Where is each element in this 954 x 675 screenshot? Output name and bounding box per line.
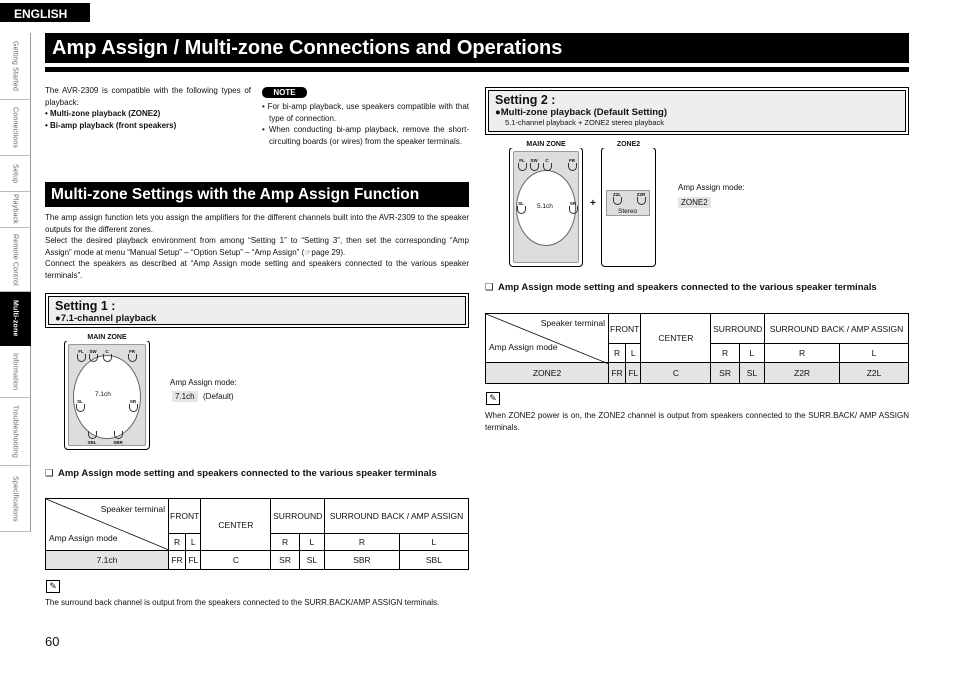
speaker-c: C — [540, 158, 554, 172]
header-center: CENTER — [641, 314, 711, 363]
intro-text: The AVR-2309 is compatible with the following types of playback: — [45, 86, 251, 107]
setting2-mode-label: Amp Assign mode: — [678, 183, 745, 192]
cell: FR — [609, 363, 626, 384]
speaker-fl: FL — [515, 158, 529, 172]
sub-r: R — [169, 534, 186, 551]
cell: SBR — [325, 551, 400, 570]
corner-top-label: Speaker terminal — [100, 504, 165, 514]
header-surround-back: SURROUND BACK / AMP ASSIGN — [765, 314, 909, 344]
setting2-memo: When ZONE2 power is on, the ZONE2 channel is output from speakers connected to the SURR.BACK/ AMP ASSIGN terminals. — [485, 411, 909, 432]
section-paragraph: Connect the speakers as described at “Amp Assign mode setting and speakers connected to the various speaker terminals”. — [45, 259, 469, 280]
header-surround: SURROUND — [271, 499, 325, 534]
checkbox-bullet-icon: ❑ — [45, 468, 54, 479]
cell: FR — [169, 551, 186, 570]
section-body — [45, 212, 469, 281]
setting2-subtitle: ●Multi-zone playback (Default Setting) — [495, 107, 667, 118]
zone-label: MAIN ZONE — [510, 141, 582, 148]
setting1-mode-note: (Default) — [203, 392, 234, 401]
setting1-subtitle: ●7.1-channel playback — [55, 313, 157, 324]
row-label: 7.1ch — [46, 551, 169, 570]
corner-bottom-label: Amp Assign mode — [49, 533, 118, 543]
speaker-sr: SR — [566, 201, 580, 215]
intro-item-multizone: • Multi-zone playback (ZONE2) — [45, 109, 161, 118]
speaker-sw: SW — [86, 349, 100, 363]
channel-label: 7.1ch — [95, 391, 111, 398]
table-corner — [46, 499, 169, 551]
speaker-sl: SL — [514, 201, 528, 215]
side-tab-label: Information — [11, 352, 19, 391]
sub-r: R — [325, 534, 400, 551]
intro-item-biamp: • Bi-amp playback (front speakers) — [45, 120, 177, 130]
side-tab-label: Specifications — [11, 475, 19, 522]
zone2-mode: Stereo — [618, 208, 638, 215]
side-tab-getting-started[interactable] — [0, 33, 31, 100]
setting2-box — [485, 87, 909, 135]
setting2-zone2-diagram — [601, 141, 656, 267]
side-tab-specifications[interactable] — [0, 466, 31, 532]
speaker-sl: SL — [73, 399, 87, 413]
side-tab-remote-control[interactable] — [0, 228, 31, 292]
setting2-main-diagram — [509, 141, 583, 267]
side-tab-label: Troubleshooting — [11, 405, 19, 458]
header-surround: SURROUND — [711, 314, 765, 344]
note-list — [262, 101, 469, 147]
caption-text: Amp Assign mode setting and speakers connected to the various speaker terminals — [58, 468, 437, 479]
header-surround-back: SURROUND BACK / AMP ASSIGN — [325, 499, 469, 534]
pencil-icon: ✎ — [486, 392, 500, 405]
language-tab: ENGLISH — [0, 3, 90, 22]
speaker-sbl: SBL — [85, 431, 99, 445]
header-front: FRONT — [169, 499, 201, 534]
setting1-diagram — [64, 334, 150, 450]
section-title: Multi-zone Settings with the Amp Assign Function — [45, 182, 469, 207]
sub-r: R — [765, 344, 840, 363]
sub-l: L — [840, 344, 909, 363]
sub-r: R — [711, 344, 739, 363]
section-paragraph: Select the desired playback environment from among “Setting 1” to “Setting 3”, then set the corresponding “Amp Assign” mode at menu “Manual Setup” – “Option Setup” – “Amp Assign” (☞page 29). — [45, 236, 469, 257]
note-badge: NOTE — [262, 87, 307, 98]
setting2-caption — [485, 281, 909, 294]
title-rule — [45, 67, 909, 72]
table-row — [46, 551, 469, 570]
header-center: CENTER — [201, 499, 271, 551]
cell: C — [641, 363, 711, 384]
cell: FL — [186, 551, 201, 570]
speaker-c: C — [100, 349, 114, 363]
speaker-fl: FL — [74, 349, 88, 363]
side-tab-connections[interactable] — [0, 100, 31, 156]
side-tab-label: Connections — [11, 106, 19, 149]
pencil-icon: ✎ — [46, 580, 60, 593]
setting2-table — [485, 313, 909, 384]
note-item: • When conducting bi-amp playback, remove the short-circuiting boards (or wires) from the speaker terminals. — [262, 125, 469, 146]
speaker-sr: SR — [126, 399, 140, 413]
side-tab-label: Getting Started — [11, 40, 19, 92]
speaker-z2r: Z2R — [634, 192, 648, 206]
setting1-mode-value: 7.1ch — [172, 391, 198, 402]
cell: C — [201, 551, 271, 570]
table-corner — [486, 314, 609, 363]
setting1-memo: The surround back channel is output from the speakers connected to the SURR.BACK/AMP ASSIGN terminals. — [45, 598, 440, 607]
cell: SR — [271, 551, 299, 570]
side-tab-troubleshooting[interactable] — [0, 398, 31, 466]
zone2-label: ZONE2 — [602, 141, 655, 148]
speaker-sbr: SBR — [111, 431, 125, 445]
side-tab-information[interactable] — [0, 346, 31, 398]
side-tab-label: Multi-zone — [11, 300, 19, 337]
cell: SR — [711, 363, 739, 384]
speaker-sw: SW — [527, 158, 541, 172]
channel-label: 5.1ch — [537, 203, 553, 210]
setting1-table — [45, 498, 469, 570]
speaker-fr: FR — [565, 158, 579, 172]
side-tab-label: Remote Control — [11, 233, 19, 286]
cell: Z2L — [840, 363, 909, 384]
plus-sign: + — [590, 198, 596, 209]
corner-bottom-label: Amp Assign mode — [489, 342, 558, 352]
setting2-title: Setting 2 : — [495, 93, 556, 107]
side-tab-setup[interactable] — [0, 156, 31, 192]
side-tab-multi-zone[interactable] — [0, 292, 31, 346]
setting2-desc: 5.1-channel playback + ZONE2 stereo playback — [505, 118, 665, 127]
corner-top-label: Speaker terminal — [540, 318, 605, 328]
cell: FL — [626, 363, 641, 384]
section-paragraph: The amp assign function lets you assign the amplifiers for the different channels built into the AVR-2309 to the speaker outputs for the different zones. — [45, 213, 469, 234]
intro — [45, 85, 251, 131]
setting1-title: Setting 1 : — [55, 299, 116, 313]
cell: SBL — [399, 551, 468, 570]
setting1-caption — [45, 467, 469, 480]
sub-r: R — [609, 344, 626, 363]
speaker-fr: FR — [125, 349, 139, 363]
setting2-mode-value: ZONE2 — [678, 197, 711, 208]
side-tab-label: Playback — [11, 194, 19, 225]
table-row — [486, 363, 909, 384]
setting1-mode-label: Amp Assign mode: — [170, 378, 237, 387]
row-label: ZONE2 — [486, 363, 609, 384]
sub-l: L — [739, 344, 764, 363]
sub-l: L — [626, 344, 641, 363]
speaker-z2l: Z2L — [610, 192, 624, 206]
caption-text: Amp Assign mode setting and speakers connected to the various speaker terminals — [498, 282, 877, 293]
page-title: Amp Assign / Multi-zone Connections and Operations — [45, 33, 909, 63]
side-tab-playback[interactable] — [0, 192, 31, 228]
cell: SL — [739, 363, 764, 384]
cell: SL — [299, 551, 324, 570]
setting1-box — [45, 293, 469, 328]
sub-l: L — [299, 534, 324, 551]
sub-l: L — [399, 534, 468, 551]
note-item: • For bi-amp playback, use speakers compatible with that type of connection. — [262, 102, 469, 123]
zone-label: MAIN ZONE — [65, 334, 149, 341]
checkbox-bullet-icon: ❑ — [485, 282, 494, 293]
header-front: FRONT — [609, 314, 641, 344]
sub-r: R — [271, 534, 299, 551]
side-tab-label: Setup — [11, 163, 19, 184]
page-number: 60 — [45, 634, 60, 649]
sub-l: L — [186, 534, 201, 551]
cell: Z2R — [765, 363, 840, 384]
